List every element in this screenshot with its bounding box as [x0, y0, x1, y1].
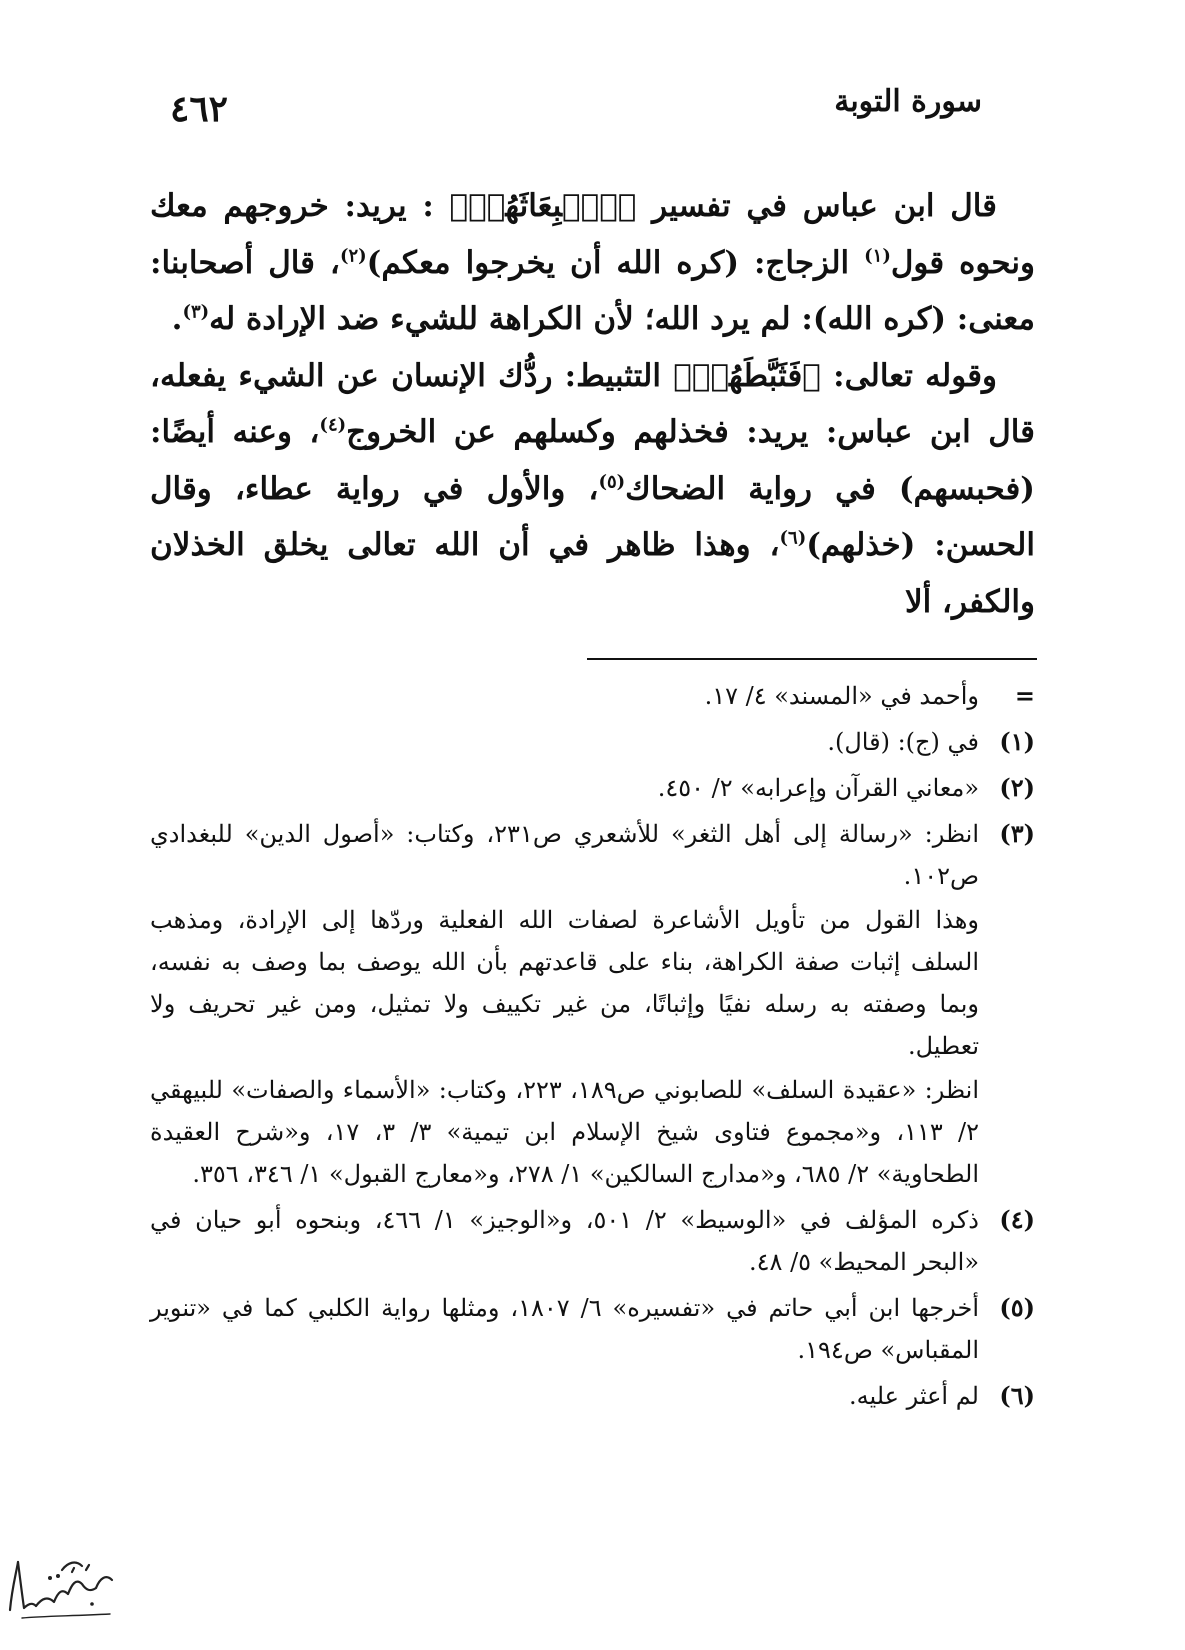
page-number: ٤٦٢ [170, 88, 229, 130]
main-paragraph-1 [150, 178, 1035, 348]
footnotes [150, 675, 1035, 1417]
text-run: . [171, 301, 183, 337]
text-run: قال ابن عباس في تفسير [636, 188, 997, 224]
footnote-ref[interactable]: (٣) [182, 301, 210, 323]
text-run: وقوله تعالى: [820, 357, 997, 394]
footnote-ref[interactable]: (٦) [779, 527, 807, 549]
footnote-ref[interactable]: (٥) [598, 471, 626, 493]
quran-quote: ﴿فَثَبَّطَهُمۡ﴾ [673, 357, 821, 394]
footnote-4 [150, 1199, 1035, 1283]
footnote-number: (٤) [999, 1205, 1035, 1234]
footnote-number: (٥) [999, 1293, 1035, 1322]
footnote-2 [150, 767, 1035, 809]
footnote-5 [150, 1287, 1035, 1371]
footnote-text: لم أعثر عليه. [848, 1382, 979, 1410]
footnote-text: في (ج): (قال). [827, 728, 979, 756]
footnote-number: (٦) [999, 1381, 1035, 1410]
main-paragraph-2 [150, 348, 1035, 631]
footnote-1 [150, 721, 1035, 763]
footnote-number: (٣) [999, 819, 1035, 848]
footnote-6 [150, 1375, 1035, 1417]
text-run: الزجاج: (كره الله أن يخرجوا معكم) [366, 244, 865, 281]
footnote-number: (١) [999, 727, 1035, 756]
text-run: : يريد: خروجهم معك ونحوه قول [150, 188, 1036, 281]
page-header [170, 80, 1030, 140]
footnote-number: (٢) [999, 773, 1035, 802]
footnote-ref[interactable]: (٤) [319, 414, 347, 436]
running-title: سورة التوبة [834, 84, 982, 119]
text-run: التثبيط: ردُّك الإنسان عن الشيء يفعله، قال ابن عباس: يريد: فخذلهم وكسلهم عن الخروج [150, 357, 1035, 450]
footnote-3 [150, 813, 1035, 1195]
footnote-text: ذكره المؤلف في «الوسيط» ٢/ ٥٠١، و«الوجيز» ١/ ٤٦٦، وبنحوه أبو حيان في «البحر المحيط» ٥/ ٤٨. [150, 1206, 979, 1276]
footnote-text: انظر: «عقيدة السلف» للصابوني ص١٨٩، ٢٢٣، وكتاب: «الأسماء والصفات» للبيهقي ٢/ ١١٣، و«مجموع فتاوى شيخ الإسلام ابن تيمية» ٣/ ٣، ١٧، و«شرح العقيدة الطحاوية» ٢/ ٦٨٥، و«مدارج السالكين» ١/ ٢٧٨، و«معارج القبول» ١/ ٣٤٦، ٣٥٦. [150, 1076, 980, 1188]
watermark-logo-icon [2, 1548, 122, 1628]
quran-quote: ﴿ٱنۢبِعَاثَهُمۡ﴾ [449, 188, 637, 224]
footnote-text: انظر: «رسالة إلى أهل الثغر» للأشعري ص٢٣١، وكتاب: «أصول الدين» للبغدادي ص١٠٢. [150, 820, 979, 890]
footnote-divider [587, 658, 1037, 660]
footnote-text: وهذا القول من تأويل الأشاعرة لصفات الله الفعلية وردّها إلى الإرادة، ومذهب السلف إثبات صفة الكراهة، بناء على قاعدتهم بأن الله يوصف بما وصف به نفسه، وبما وصفته به رسله نفيًا وإثباتًا، من غير تكييف ولا تمثيل، ومن غير تحريف ولا تعطيل. [150, 906, 980, 1060]
footnote-ref[interactable]: (١) [864, 245, 891, 267]
text-run: ، قال أصحابنا: معنى: (كره الله): لم يرد الله؛ لأن الكراهة للشيء ضد الإرادة له [150, 244, 1035, 337]
text-run: ، وعنه أيضًا: (فحبسهم) في رواية الضحاك [150, 414, 1035, 507]
main-text [150, 178, 1035, 630]
text-run: ، والأول في رواية عطاء، وقال الحسن: (خذلهم) [150, 470, 1035, 563]
footnote-number: = [1014, 681, 1035, 710]
footnote-text: وأحمد في «المسند» ٤/ ١٧. [704, 682, 979, 710]
footnote-text: «معاني القرآن وإعرابه» ٢/ ٤٥٠. [657, 774, 979, 802]
footnote-text: أخرجها ابن أبي حاتم في «تفسيره» ٦/ ١٨٠٧، ومثلها رواية الكلبي كما في «تنوير المقباس» ص١٩٤. [150, 1294, 979, 1364]
footnote-continuation [150, 675, 1035, 717]
text-run: ، وهذا ظاهر في أن الله تعالى يخلق الخذلان والكفر، ألا [150, 527, 1035, 620]
footnote-ref[interactable]: (٢) [339, 245, 367, 267]
